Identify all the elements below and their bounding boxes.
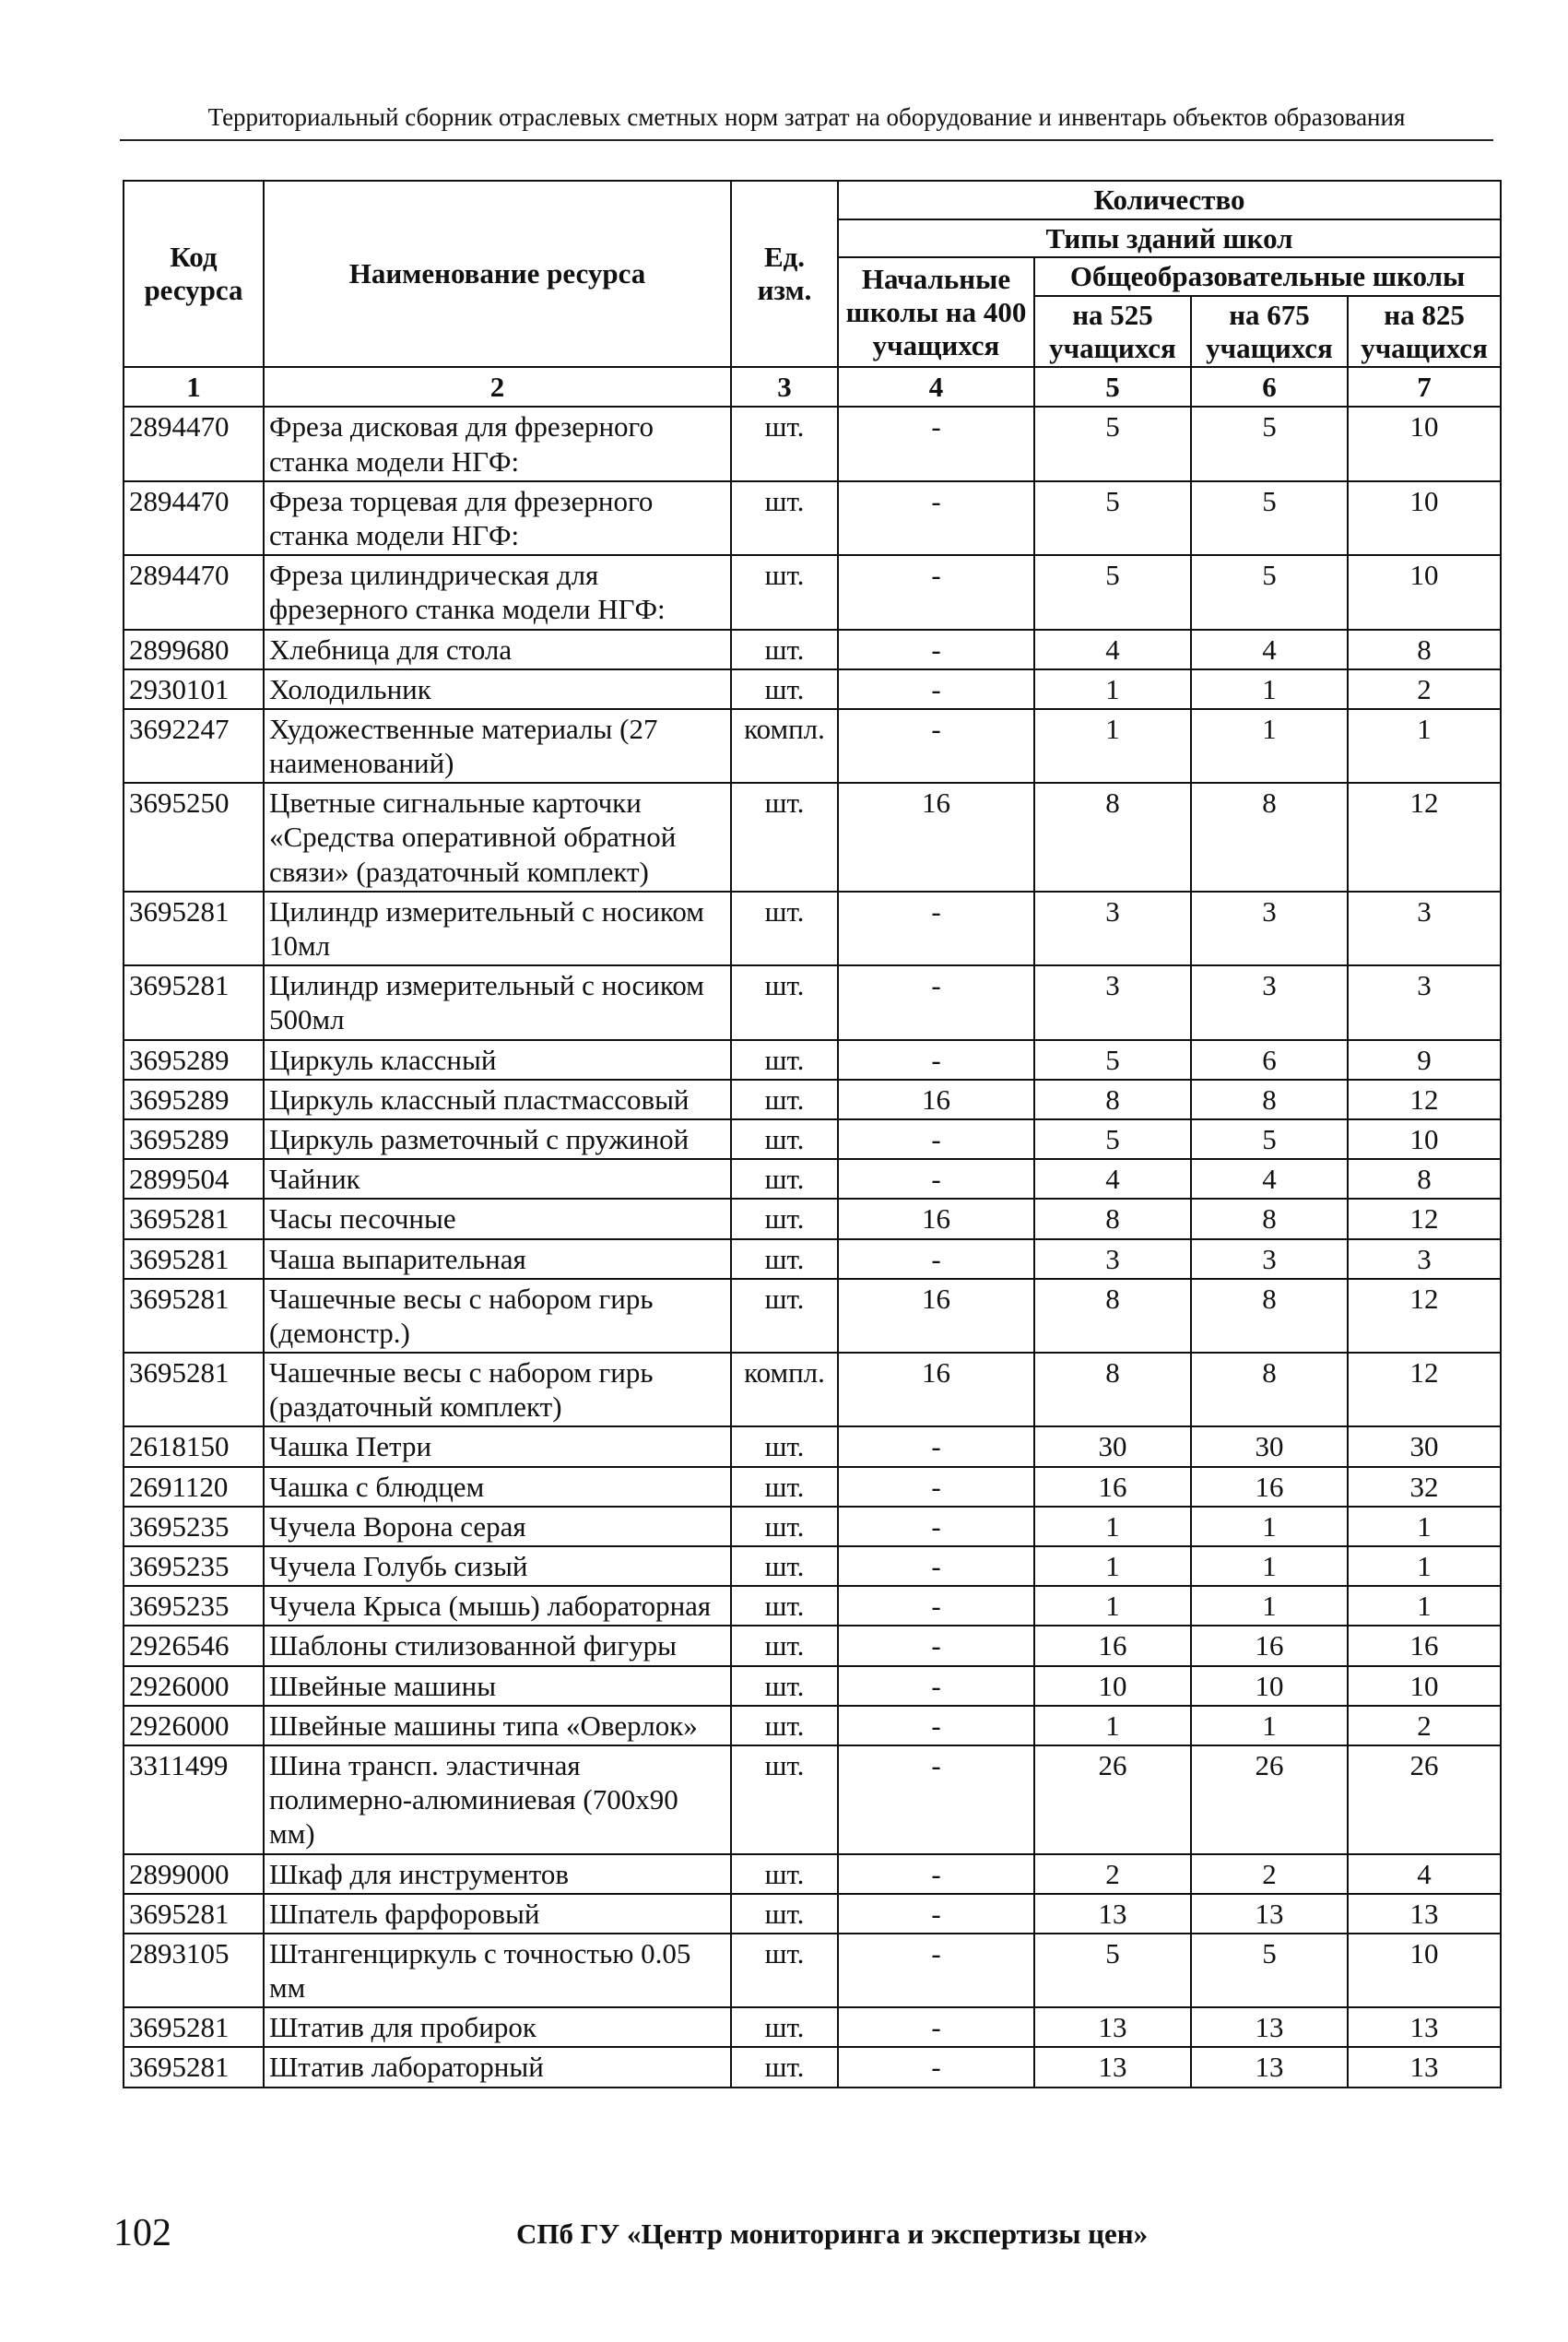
qty-525: 8 <box>1034 1199 1191 1238</box>
qty-675: 8 <box>1191 1353 1348 1426</box>
unit-cell: шт. <box>731 1854 838 1894</box>
table-row <box>124 783 1501 892</box>
qty-675: 3 <box>1191 892 1348 965</box>
qty-525: 3 <box>1034 965 1191 1039</box>
resource-code: 2930101 <box>124 669 264 709</box>
resource-name: Цилиндр измерительный с носиком 500мл <box>264 965 731 1039</box>
col-header-name: Наименование ресурса <box>264 181 731 367</box>
unit-cell: шт. <box>731 481 838 555</box>
table-row <box>124 1626 1501 1665</box>
qty-675: 2 <box>1191 1854 1348 1894</box>
qty-400: - <box>838 1666 1034 1706</box>
qty-825: 8 <box>1348 630 1501 669</box>
unit-cell: шт. <box>731 1507 838 1546</box>
unit-cell: шт. <box>731 1159 838 1199</box>
col-header-675: на 675 учащихся <box>1191 296 1348 367</box>
qty-675: 10 <box>1191 1666 1348 1706</box>
resource-name: Чучела Голубь сизый <box>264 1546 731 1586</box>
page-number: 102 <box>113 2212 171 2254</box>
column-number: 5 <box>1034 367 1191 407</box>
qty-675: 1 <box>1191 709 1348 783</box>
unit-cell: шт. <box>731 1239 838 1279</box>
qty-825: 13 <box>1348 2007 1501 2047</box>
qty-825: 10 <box>1348 1934 1501 2007</box>
resource-code: 2691120 <box>124 1467 264 1507</box>
unit-cell: шт. <box>731 1199 838 1238</box>
unit-cell: шт. <box>731 1894 838 1934</box>
running-header: Территориальный сборник отраслевых сметных норм затрат на оборудование и инвентарь объектов образования <box>120 103 1493 141</box>
resource-name: Шина трансп. эластичная полимерно-алюминиевая (700х90 мм) <box>264 1745 731 1854</box>
table-row <box>124 1854 1501 1894</box>
qty-825: 12 <box>1348 1199 1501 1238</box>
table-row <box>124 1279 1501 1353</box>
table-row <box>124 709 1501 783</box>
qty-525: 8 <box>1034 783 1191 892</box>
qty-825: 1 <box>1348 709 1501 783</box>
qty-825: 16 <box>1348 1626 1501 1665</box>
table-row <box>124 669 1501 709</box>
qty-400: - <box>838 1934 1034 2007</box>
qty-525: 2 <box>1034 1854 1191 1894</box>
qty-400: - <box>838 965 1034 1039</box>
unit-cell: шт. <box>731 965 838 1039</box>
resource-name: Швейные машины <box>264 1666 731 1706</box>
table-row <box>124 481 1501 555</box>
resource-name: Швейные машины типа «Оверлок» <box>264 1706 731 1745</box>
qty-525: 1 <box>1034 669 1191 709</box>
resource-name: Чучела Крыса (мышь) лабораторная <box>264 1586 731 1626</box>
resource-code: 3695281 <box>124 1353 264 1426</box>
qty-825: 4 <box>1348 1854 1501 1894</box>
unit-cell: шт. <box>731 1934 838 2007</box>
resource-code: 2894470 <box>124 407 264 480</box>
unit-cell: шт. <box>731 1586 838 1626</box>
qty-825: 2 <box>1348 1706 1501 1745</box>
table-row <box>124 1239 1501 1279</box>
qty-400: - <box>838 1546 1034 1586</box>
qty-825: 12 <box>1348 1279 1501 1353</box>
col-header-quantity: Количество <box>838 181 1501 219</box>
resource-code: 3695281 <box>124 892 264 965</box>
unit-cell: шт. <box>731 669 838 709</box>
qty-400: - <box>838 1854 1034 1894</box>
qty-675: 8 <box>1191 783 1348 892</box>
qty-675: 13 <box>1191 1894 1348 1934</box>
resource-name: Чашечные весы с набором гирь (раздаточный комплект) <box>264 1353 731 1426</box>
unit-cell: шт. <box>731 1119 838 1159</box>
qty-825: 30 <box>1348 1426 1501 1466</box>
resource-code: 3695281 <box>124 1199 264 1238</box>
qty-675: 8 <box>1191 1279 1348 1353</box>
resource-code: 2899000 <box>124 1854 264 1894</box>
resource-code: 3695289 <box>124 1080 264 1119</box>
qty-675: 3 <box>1191 1239 1348 1279</box>
unit-cell: шт. <box>731 1426 838 1466</box>
qty-400: 16 <box>838 1279 1034 1353</box>
qty-825: 10 <box>1348 555 1501 629</box>
qty-675: 4 <box>1191 630 1348 669</box>
qty-675: 26 <box>1191 1745 1348 1854</box>
qty-825: 13 <box>1348 1894 1501 1934</box>
qty-675: 13 <box>1191 2047 1348 2087</box>
qty-525: 3 <box>1034 892 1191 965</box>
qty-400: - <box>838 1040 1034 1080</box>
resource-code: 3695289 <box>124 1040 264 1080</box>
table-row <box>124 2047 1501 2087</box>
table-row <box>124 1119 1501 1159</box>
resource-name: Цилиндр измерительный с носиком 10мл <box>264 892 731 965</box>
qty-400: - <box>838 1586 1034 1626</box>
table-row <box>124 1586 1501 1626</box>
qty-675: 5 <box>1191 481 1348 555</box>
qty-825: 26 <box>1348 1745 1501 1854</box>
qty-825: 12 <box>1348 783 1501 892</box>
qty-400: - <box>838 1507 1034 1546</box>
qty-825: 10 <box>1348 481 1501 555</box>
resource-code: 3695289 <box>124 1119 264 1159</box>
qty-675: 8 <box>1191 1080 1348 1119</box>
column-number: 1 <box>124 367 264 407</box>
qty-400: - <box>838 1159 1034 1199</box>
table-row <box>124 1706 1501 1745</box>
resource-code: 2899504 <box>124 1159 264 1199</box>
resource-code: 2926000 <box>124 1706 264 1745</box>
qty-525: 1 <box>1034 1546 1191 1586</box>
resource-code: 2894470 <box>124 555 264 629</box>
qty-825: 32 <box>1348 1467 1501 1507</box>
resource-code: 3311499 <box>124 1745 264 1854</box>
resource-name: Хлебница для стола <box>264 630 731 669</box>
resource-code: 3695281 <box>124 1894 264 1934</box>
table-row <box>124 965 1501 1039</box>
qty-525: 8 <box>1034 1279 1191 1353</box>
qty-400: - <box>838 1706 1034 1745</box>
resource-name: Художественные материалы (27 наименований) <box>264 709 731 783</box>
table-row <box>124 1159 1501 1199</box>
resource-name: Шкаф для инструментов <box>264 1854 731 1894</box>
resource-name: Шаблоны стилизованной фигуры <box>264 1626 731 1665</box>
resource-code: 2894470 <box>124 481 264 555</box>
resource-name: Циркуль классный <box>264 1040 731 1080</box>
unit-cell: шт. <box>731 630 838 669</box>
resource-name: Шпатель фарфоровый <box>264 1894 731 1934</box>
table-row <box>124 1894 1501 1934</box>
resource-code: 3695235 <box>124 1586 264 1626</box>
qty-825: 12 <box>1348 1353 1501 1426</box>
unit-cell: компл. <box>731 709 838 783</box>
qty-525: 5 <box>1034 1119 1191 1159</box>
resource-code: 3695235 <box>124 1546 264 1586</box>
resource-code: 3695281 <box>124 1279 264 1353</box>
qty-525: 16 <box>1034 1626 1191 1665</box>
qty-675: 30 <box>1191 1426 1348 1466</box>
table-row <box>124 1199 1501 1238</box>
resource-code: 3695235 <box>124 1507 264 1546</box>
qty-825: 9 <box>1348 1040 1501 1080</box>
qty-825: 8 <box>1348 1159 1501 1199</box>
qty-400: - <box>838 2047 1034 2087</box>
qty-525: 5 <box>1034 1040 1191 1080</box>
col-header-825: на 825 учащихся <box>1348 296 1501 367</box>
qty-400: - <box>838 481 1034 555</box>
column-number: 3 <box>731 367 838 407</box>
qty-525: 10 <box>1034 1666 1191 1706</box>
table-row <box>124 1040 1501 1080</box>
table-row <box>124 1546 1501 1586</box>
qty-400: - <box>838 555 1034 629</box>
qty-675: 8 <box>1191 1199 1348 1238</box>
table-row <box>124 1467 1501 1507</box>
col-header-primary: Начальные школы на 400 учащихся <box>838 257 1034 367</box>
resource-name: Чаша выпарительная <box>264 1239 731 1279</box>
qty-525: 4 <box>1034 630 1191 669</box>
resource-name: Чайник <box>264 1159 731 1199</box>
qty-675: 5 <box>1191 1119 1348 1159</box>
table-row <box>124 1666 1501 1706</box>
qty-400: - <box>838 1894 1034 1934</box>
qty-675: 1 <box>1191 1546 1348 1586</box>
qty-675: 1 <box>1191 669 1348 709</box>
qty-825: 1 <box>1348 1546 1501 1586</box>
resource-name: Штатив для пробирок <box>264 2007 731 2047</box>
table-row <box>124 1507 1501 1546</box>
resource-name: Штатив лабораторный <box>264 2047 731 2087</box>
column-number: 7 <box>1348 367 1501 407</box>
resource-code: 3695250 <box>124 783 264 892</box>
table-row <box>124 2007 1501 2047</box>
qty-675: 1 <box>1191 1586 1348 1626</box>
qty-525: 26 <box>1034 1745 1191 1854</box>
table-row <box>124 555 1501 629</box>
qty-400: - <box>838 709 1034 783</box>
qty-525: 16 <box>1034 1467 1191 1507</box>
qty-525: 1 <box>1034 1586 1191 1626</box>
col-header-525: на 525 учащихся <box>1034 296 1191 367</box>
table-row <box>124 1745 1501 1854</box>
column-number: 2 <box>264 367 731 407</box>
qty-825: 1 <box>1348 1507 1501 1546</box>
qty-525: 4 <box>1034 1159 1191 1199</box>
table-row <box>124 1080 1501 1119</box>
qty-400: - <box>838 630 1034 669</box>
qty-675: 5 <box>1191 555 1348 629</box>
unit-cell: компл. <box>731 1353 838 1426</box>
qty-400: 16 <box>838 1199 1034 1238</box>
qty-525: 8 <box>1034 1353 1191 1426</box>
unit-cell: шт. <box>731 1467 838 1507</box>
qty-675: 4 <box>1191 1159 1348 1199</box>
qty-825: 13 <box>1348 2047 1501 2087</box>
qty-400: - <box>838 1626 1034 1665</box>
col-header-building-types: Типы зданий школ <box>838 219 1501 258</box>
footer-organization: СПб ГУ «Центр мониторинга и экспертизы цен» <box>516 2218 1149 2250</box>
qty-825: 1 <box>1348 1586 1501 1626</box>
qty-525: 1 <box>1034 709 1191 783</box>
qty-675: 16 <box>1191 1467 1348 1507</box>
qty-675: 3 <box>1191 965 1348 1039</box>
resource-name: Чашечные весы с набором гирь (демонстр.) <box>264 1279 731 1353</box>
unit-cell: шт. <box>731 407 838 480</box>
resource-code: 2893105 <box>124 1934 264 2007</box>
col-header-unit: Ед. изм. <box>731 181 838 367</box>
qty-675: 1 <box>1191 1706 1348 1745</box>
resource-code: 3695281 <box>124 1239 264 1279</box>
unit-cell: шт. <box>731 555 838 629</box>
column-numbers-row <box>124 367 1501 407</box>
resource-name: Чучела Ворона серая <box>264 1507 731 1546</box>
qty-400: - <box>838 1119 1034 1159</box>
resource-name: Фреза цилиндрическая для фрезерного станка модели НГФ: <box>264 555 731 629</box>
table-row <box>124 1426 1501 1466</box>
qty-675: 5 <box>1191 407 1348 480</box>
unit-cell: шт. <box>731 1040 838 1080</box>
unit-cell: шт. <box>731 1279 838 1353</box>
qty-525: 30 <box>1034 1426 1191 1466</box>
qty-825: 3 <box>1348 1239 1501 1279</box>
resource-name: Штангенциркуль с точностью 0.05 мм <box>264 1934 731 2007</box>
unit-cell: шт. <box>731 783 838 892</box>
resource-code: 3695281 <box>124 2047 264 2087</box>
unit-cell: шт. <box>731 1706 838 1745</box>
qty-525: 5 <box>1034 1934 1191 2007</box>
unit-cell: шт. <box>731 2007 838 2047</box>
qty-675: 5 <box>1191 1934 1348 2007</box>
qty-400: 16 <box>838 1080 1034 1119</box>
resource-code: 2899680 <box>124 630 264 669</box>
resource-name: Часы песочные <box>264 1199 731 1238</box>
unit-cell: шт. <box>731 892 838 965</box>
resource-name: Циркуль разметочный с пружиной <box>264 1119 731 1159</box>
qty-525: 5 <box>1034 481 1191 555</box>
resource-table <box>123 180 1502 2088</box>
resource-name: Чашка Петри <box>264 1426 731 1466</box>
resource-code: 2618150 <box>124 1426 264 1466</box>
qty-400: - <box>838 1426 1034 1466</box>
resource-code: 2926000 <box>124 1666 264 1706</box>
qty-825: 10 <box>1348 1666 1501 1706</box>
qty-825: 3 <box>1348 892 1501 965</box>
table-row <box>124 630 1501 669</box>
table-row <box>124 1353 1501 1426</box>
qty-525: 13 <box>1034 2047 1191 2087</box>
qty-400: - <box>838 1467 1034 1507</box>
resource-name: Циркуль классный пластмассовый <box>264 1080 731 1119</box>
qty-825: 2 <box>1348 669 1501 709</box>
qty-400: - <box>838 669 1034 709</box>
qty-525: 13 <box>1034 2007 1191 2047</box>
qty-525: 1 <box>1034 1706 1191 1745</box>
qty-400: - <box>838 892 1034 965</box>
resource-name: Чашка с блюдцем <box>264 1467 731 1507</box>
qty-825: 10 <box>1348 1119 1501 1159</box>
qty-525: 5 <box>1034 407 1191 480</box>
qty-525: 13 <box>1034 1894 1191 1934</box>
qty-675: 16 <box>1191 1626 1348 1665</box>
qty-525: 3 <box>1034 1239 1191 1279</box>
qty-400: - <box>838 407 1034 480</box>
qty-825: 10 <box>1348 407 1501 480</box>
resource-code: 2926546 <box>124 1626 264 1665</box>
unit-cell: шт. <box>731 2047 838 2087</box>
qty-675: 1 <box>1191 1507 1348 1546</box>
table-row <box>124 892 1501 965</box>
col-header-general: Общеобразовательные школы <box>1034 257 1501 296</box>
resource-name: Цветные сигнальные карточки «Средства оперативной обратной связи» (раздаточный комплект) <box>264 783 731 892</box>
resource-name: Фреза дисковая для фрезерного станка модели НГФ: <box>264 407 731 480</box>
unit-cell: шт. <box>731 1080 838 1119</box>
unit-cell: шт. <box>731 1666 838 1706</box>
qty-675: 6 <box>1191 1040 1348 1080</box>
resource-code: 3692247 <box>124 709 264 783</box>
unit-cell: шт. <box>731 1546 838 1586</box>
resource-name: Холодильник <box>264 669 731 709</box>
qty-825: 3 <box>1348 965 1501 1039</box>
qty-525: 1 <box>1034 1507 1191 1546</box>
qty-400: - <box>838 1239 1034 1279</box>
unit-cell: шт. <box>731 1745 838 1854</box>
qty-525: 8 <box>1034 1080 1191 1119</box>
col-header-code: Код ресурса <box>124 181 264 367</box>
qty-675: 13 <box>1191 2007 1348 2047</box>
qty-400: - <box>838 2007 1034 2047</box>
unit-cell: шт. <box>731 1626 838 1665</box>
qty-400: - <box>838 1745 1034 1854</box>
column-number: 4 <box>838 367 1034 407</box>
table-row <box>124 1934 1501 2007</box>
qty-525: 5 <box>1034 555 1191 629</box>
table-row <box>124 407 1501 480</box>
qty-825: 12 <box>1348 1080 1501 1119</box>
resource-code: 3695281 <box>124 2007 264 2047</box>
qty-400: 16 <box>838 1353 1034 1426</box>
resource-code: 3695281 <box>124 965 264 1039</box>
qty-400: 16 <box>838 783 1034 892</box>
resource-name: Фреза торцевая для фрезерного станка модели НГФ: <box>264 481 731 555</box>
column-number: 6 <box>1191 367 1348 407</box>
